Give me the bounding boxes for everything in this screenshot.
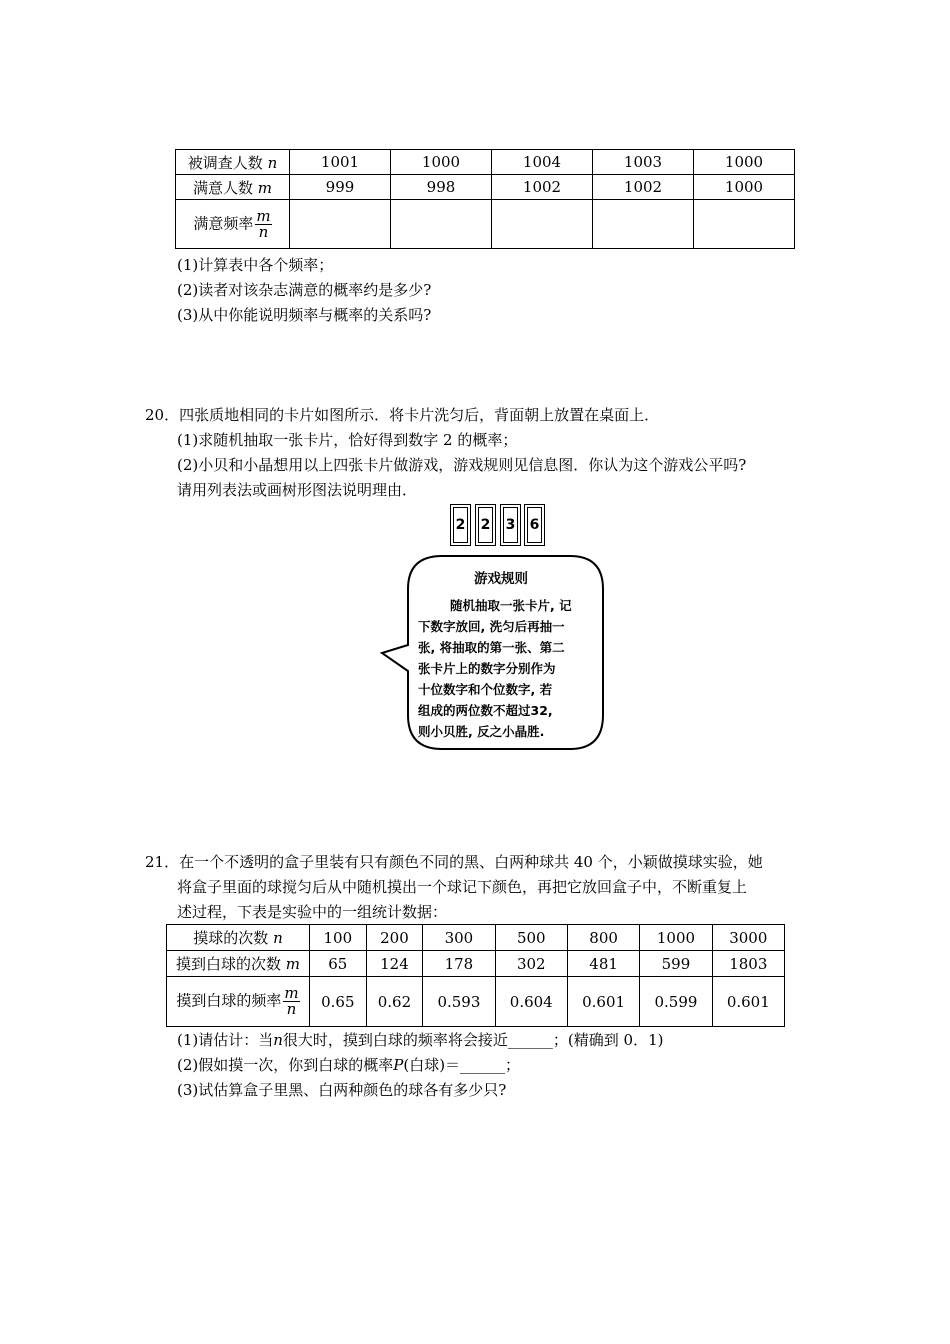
q19-sub1: (1)计算表中各个频率； <box>177 256 334 274</box>
rules-title: 游戏规则 <box>474 571 528 587</box>
q21-stem-line3: 述过程，下表是实验中的一组统计数据： <box>177 903 448 921</box>
table-cell: 1000 <box>640 925 712 951</box>
row-header: 被调查人数 n <box>176 150 290 175</box>
table-cell: 1002 <box>492 175 593 200</box>
q20-stem: 20．四张质地相同的卡片如图所示．将卡片洗匀后，背面朝上放置在桌面上． <box>145 406 660 424</box>
table-cell: 0.593 <box>423 977 495 1027</box>
table-cell: 200 <box>366 925 423 951</box>
table-row <box>176 200 795 249</box>
table-cell: 500 <box>495 925 567 951</box>
rules-line: 张, 将抽取的第一张、第二 <box>418 640 565 655</box>
table-cell: 300 <box>423 925 495 951</box>
table-cell-empty <box>290 200 391 249</box>
table-cell: 1004 <box>492 150 593 175</box>
table-row <box>167 951 785 977</box>
q20-sub1: (1)求随机抽取一张卡片，恰好得到数字 2 的概率； <box>177 431 518 449</box>
q19-sub3: (3)从中你能说明频率与概率的关系吗? <box>177 306 432 324</box>
table-row <box>176 150 795 175</box>
card: 3 <box>500 504 521 546</box>
q19-sub2: (2)读者对该杂志满意的概率约是多少? <box>177 281 432 299</box>
table-cell: 1000 <box>391 150 492 175</box>
card: 2 <box>450 504 471 546</box>
table-cell: 124 <box>366 951 423 977</box>
q21-sub2: (2)假如摸一次，你到白球的概率P(白球)＝______； <box>177 1056 521 1074</box>
fraction-m-over-n: $\frac{m}{n}$ <box>256 206 271 241</box>
q21-stem-line1: 21．在一个不透明的盒子里装有只有颜色不同的黑、白两种球共 40 个，小颖做摸球实验，她 <box>145 853 763 871</box>
table-cell: 998 <box>391 175 492 200</box>
question-number: 20． <box>145 406 180 424</box>
rules-line: 随机抽取一张卡片, 记 <box>450 598 572 613</box>
table-cell: 302 <box>495 951 567 977</box>
table-row <box>167 925 785 951</box>
rules-line: 下数字放回, 洗匀后再抽一 <box>418 619 565 634</box>
table-cell: 0.65 <box>310 977 367 1027</box>
table-cell: 1001 <box>290 150 391 175</box>
table-cell: 100 <box>310 925 367 951</box>
table-cell-empty <box>492 200 593 249</box>
row-header: 摸球的次数 n <box>167 925 310 951</box>
q21-sub1: (1)请估计：当n很大时，摸到白球的频率将会接近______；(精确到 0．1) <box>177 1031 664 1049</box>
table-cell: 0.601 <box>712 977 784 1027</box>
q20-sub2-line2: 请用列表法或画树形图法说明理由． <box>177 481 418 499</box>
table-cell: 3000 <box>712 925 784 951</box>
q21-stem-line2: 将盒子里面的球搅匀后从中随机摸出一个球记下颜色，再把它放回盒子中，不断重复上 <box>177 878 748 896</box>
table-cell: 178 <box>423 951 495 977</box>
table-cell-empty <box>593 200 694 249</box>
table-cell: 1803 <box>712 951 784 977</box>
rules-line: 组成的两位数不超过32, <box>418 703 553 718</box>
rules-line: 十位数字和个位数字, 若 <box>418 682 553 697</box>
table-cell: 599 <box>640 951 712 977</box>
table-cell: 0.62 <box>366 977 423 1027</box>
table-row <box>167 977 785 1027</box>
fraction-m-over-n: $\frac{m}{n}$ <box>284 984 299 1018</box>
table-cell: 481 <box>567 951 639 977</box>
q21-sub3: (3)试估算盒子里黑、白两种颜色的球各有多少只? <box>177 1081 507 1099</box>
card: 6 <box>524 504 545 546</box>
question-number: 21． <box>145 853 180 871</box>
card-group <box>450 504 550 548</box>
table-cell: 0.599 <box>640 977 712 1027</box>
q20-sub2-line1: (2)小贝和小晶想用以上四张卡片做游戏，游戏规则见信息图．你认为这个游戏公平吗? <box>177 456 747 474</box>
table-cell-empty <box>694 200 795 249</box>
table-cell-empty <box>391 200 492 249</box>
table-cell: 0.601 <box>567 977 639 1027</box>
row-header: 摸到白球的频率 $\frac{m}{n}$ <box>167 977 310 1027</box>
table-row <box>176 175 795 200</box>
satisfaction-table <box>175 149 795 249</box>
table-cell: 800 <box>567 925 639 951</box>
rules-line: 则小贝胜, 反之小晶胜. <box>418 724 545 739</box>
table-cell: 999 <box>290 175 391 200</box>
rules-line: 张卡片上的数字分别作为 <box>418 661 556 676</box>
row-header: 摸到白球的次数 m <box>167 951 310 977</box>
table-cell: 1003 <box>593 150 694 175</box>
card: 2 <box>475 504 496 546</box>
table-cell: 1002 <box>593 175 694 200</box>
table-cell: 1000 <box>694 175 795 200</box>
table-cell: 1000 <box>694 150 795 175</box>
table-cell: 0.604 <box>495 977 567 1027</box>
row-header: 满意人数 m <box>176 175 290 200</box>
row-header: 满意频率 $\frac{m}{n}$ <box>176 200 290 249</box>
ball-experiment-table <box>166 924 785 1027</box>
table-cell: 65 <box>310 951 367 977</box>
